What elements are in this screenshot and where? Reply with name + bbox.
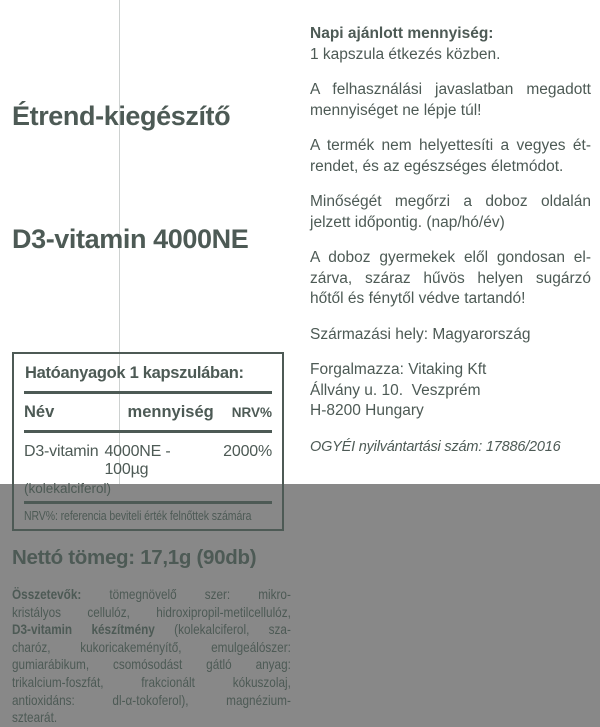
text-segment: charóz, kukoricakeményítő, emulgeálószer: xyxy=(12,638,291,655)
text-segment: 1 kapszula étkezés közben. xyxy=(310,45,501,63)
text-segment: A termék nem helyettesíti a vegyes ét- xyxy=(310,137,591,154)
text-line xyxy=(12,639,291,657)
net-weight: Nettó tömeg: 17,1g (90db) xyxy=(12,546,257,569)
text-line xyxy=(310,360,591,381)
text-line xyxy=(310,192,591,213)
divider-rule xyxy=(24,501,272,504)
text-segment: zárva, száraz hűvös helyen sugárzó xyxy=(310,269,591,287)
text-line xyxy=(310,101,591,122)
table-title: Hatóanyagok 1 kapszulában: xyxy=(25,364,244,382)
text-segment: kristályos cellulóz, hidroxipropil-metilcellulóz, xyxy=(12,603,291,620)
text-line xyxy=(310,24,591,45)
text-segment: Állvány u. 10. Veszprém xyxy=(310,381,481,399)
text-segment: sztearát. xyxy=(12,709,58,726)
text-line xyxy=(310,437,591,458)
text-segment: jelzett időpontig. (nap/hó/év) xyxy=(310,213,505,231)
paragraph xyxy=(310,80,591,121)
text-line xyxy=(310,213,591,234)
paragraph xyxy=(310,437,591,458)
text-line xyxy=(310,289,591,310)
text-segment: hőtől és fénytől védve tartandó! xyxy=(310,290,526,307)
text-segment: rendet, és az egészséges életmódot. xyxy=(310,157,564,175)
text-line xyxy=(12,692,291,710)
text-segment: (kolekalciferol, sza- xyxy=(154,621,291,638)
text-segment: tömegnövelő szer: mikro- xyxy=(81,586,291,602)
page-title xyxy=(12,14,290,342)
paragraph xyxy=(310,325,591,346)
divider-rule xyxy=(24,430,272,433)
text-line xyxy=(12,674,291,692)
text-line xyxy=(12,709,291,727)
ingredient-name: D3-vitamin xyxy=(24,443,99,460)
text-segment: Összetevők: xyxy=(12,586,82,602)
text-segment: mennyiséget ne lépje túl! xyxy=(310,101,482,119)
column-header-row xyxy=(24,399,272,425)
paragraph xyxy=(310,136,591,177)
text-segment: Forgalmazza: Vitaking Kft xyxy=(310,361,487,378)
text-line xyxy=(12,656,291,674)
text-line xyxy=(12,604,291,622)
ingredient-row xyxy=(24,438,272,479)
text-line xyxy=(310,325,591,346)
paragraph xyxy=(310,360,591,422)
ingredient-nrv: 2000% xyxy=(223,443,272,460)
divider-rule xyxy=(24,391,272,394)
text-segment: OGYÉI nyilvántartási szám: 17886/2016 xyxy=(310,438,561,455)
paragraph xyxy=(310,248,591,310)
supplement-facts-table xyxy=(12,352,284,531)
text-line xyxy=(310,157,591,178)
col-nrv-header: NRV% xyxy=(231,405,272,420)
text-segment: Származási hely: Magyarország xyxy=(310,325,531,343)
col-qty-header: mennyiség xyxy=(127,403,214,421)
ingredients-paragraph xyxy=(12,586,291,727)
text-line xyxy=(310,45,591,66)
text-segment: D3-vitamin készítmény xyxy=(12,621,155,638)
text-line xyxy=(310,269,591,290)
paragraph xyxy=(310,192,591,233)
text-segment: H-8200 Hungary xyxy=(310,402,424,419)
text-segment: A doboz gyermekek elől gondosan el- xyxy=(310,249,591,266)
text-line xyxy=(310,80,591,101)
text-segment: trikalcium-foszfát, frakcionált kókuszolaj, xyxy=(12,673,291,690)
text-line xyxy=(310,381,591,402)
text-line xyxy=(310,136,591,157)
ingredient-qty: 4000NE - 100µg xyxy=(104,443,171,478)
left-column xyxy=(12,14,290,727)
ingredient-subname: (kolekalciferol) xyxy=(24,481,112,496)
nrv-footnote: NRV%: referencia beviteli érték felnőttek számára xyxy=(24,509,252,523)
paragraph xyxy=(310,24,591,65)
text-segment: antioxidáns: dl-α-tokoferol), magnézium- xyxy=(12,691,291,708)
col-name-header: Név xyxy=(24,403,55,421)
text-segment: Minőségét megőrzi a doboz oldalán xyxy=(310,193,591,210)
text-segment: gumiarábikum, csomósodást gátló anyag: xyxy=(12,656,291,673)
page-title-line-2: D3-vitamin 4000NE xyxy=(12,224,249,254)
page-title-line-1: Étrend-kiegészítő xyxy=(12,101,231,131)
text-line xyxy=(310,248,591,269)
text-line xyxy=(12,621,291,639)
text-line xyxy=(310,401,591,422)
text-segment: Napi ajánlott mennyiség: xyxy=(310,25,494,42)
text-segment: A felhasználási javaslatban megadott xyxy=(310,81,591,98)
text-line xyxy=(12,586,291,604)
right-column xyxy=(310,24,591,472)
